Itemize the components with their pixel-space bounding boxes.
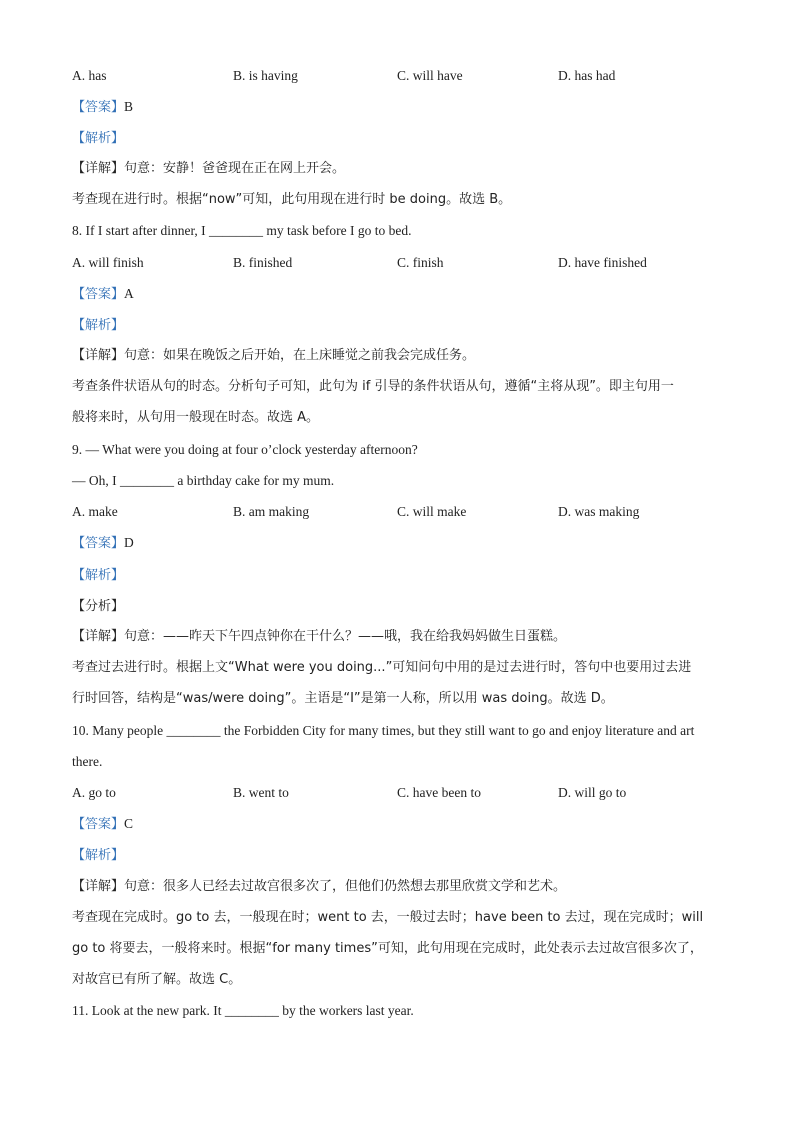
answer-value: A xyxy=(124,286,134,301)
q9-option-c: C. will make xyxy=(397,504,467,519)
q8-explain-line-1: 考查条件状语从句的时态。分析句子可知，此句为 if 引导的条件状语从句，遵循“主将从现”。即主句用一 xyxy=(72,379,674,394)
q10-detail xyxy=(72,878,732,896)
q9-explain-line-1: 考查过去进行时。根据上文“What were you doing...”可知问句中用的是过去进行时，答句中也要用过去进 xyxy=(72,660,692,675)
q8-question: 8. If I start after dinner, I ________ my task before I go to bed. xyxy=(72,223,412,238)
q7-analysis xyxy=(72,129,732,148)
q7-option-a: A. has xyxy=(72,68,107,83)
q8-answer xyxy=(72,285,732,304)
q10-answer xyxy=(72,815,732,834)
q10-option-a: A. go to xyxy=(72,785,116,800)
q9-fenxi xyxy=(72,597,732,616)
q7-option-b: B. is having xyxy=(233,68,298,83)
q8-option-c: C. finish xyxy=(397,255,444,270)
q7-option-c: C. will have xyxy=(397,68,463,83)
detail-text: 句意：很多人已经去过故宫很多次了，但他们仍然想去那里欣赏文学和艺术。 xyxy=(124,879,567,894)
answer-value: D xyxy=(124,535,134,550)
q10-option-d: D. will go to xyxy=(558,785,627,800)
q10-question-line-1: 10. Many people ________ the Forbidden City for many times, but they still want to go and enjoy literature and art xyxy=(72,723,695,738)
q10-explain-line-1: 考查现在完成时。go to 去，一般现在时；went to 去，一般过去时；have been to 去过，现在完成时；will xyxy=(72,910,704,925)
q9-detail xyxy=(72,628,732,646)
analysis-tag: 【解析】 xyxy=(72,848,125,863)
q10-question-line-2: there. xyxy=(72,754,103,769)
answer-tag: 【答案】 xyxy=(72,100,125,115)
q10-explain-line-3: 对故宫已有所了解。故选 C。 xyxy=(72,972,242,987)
analysis-tag: 【解析】 xyxy=(72,318,125,333)
fenxi-tag: 【分析】 xyxy=(72,599,125,614)
q9-options xyxy=(72,503,732,521)
answer-tag: 【答案】 xyxy=(72,287,125,302)
q9-answer xyxy=(72,534,732,553)
q9-option-a: A. make xyxy=(72,504,118,519)
detail-text: 句意：安静！爸爸现在正在网上开会。 xyxy=(124,161,346,176)
q7-detail xyxy=(72,160,732,178)
q10-analysis xyxy=(72,846,732,865)
q7-explain: 考查现在进行时。根据“now”可知，此句用现在进行时 be doing。故选 B。 xyxy=(72,192,512,207)
q10-options xyxy=(72,784,732,802)
q8-detail xyxy=(72,347,732,365)
q9-explain-line-2: 行时回答，结构是“was/were doing”。主语是“I”是第一人称，所以用 was doing。故选 D。 xyxy=(72,691,614,706)
detail-tag: 【详解】 xyxy=(72,348,125,363)
q8-option-d: D. have finished xyxy=(558,255,647,270)
answer-value: B xyxy=(124,99,134,114)
q9-analysis xyxy=(72,566,732,585)
q10-option-c: C. have been to xyxy=(397,785,481,800)
q9-question-line-2: — Oh, I ________ a birthday cake for my mum. xyxy=(72,473,335,488)
answer-tag: 【答案】 xyxy=(72,536,125,551)
q8-analysis xyxy=(72,316,732,335)
q7-options xyxy=(72,67,732,85)
q9-question-line-1: 9. — What were you doing at four o’clock yesterday afternoon? xyxy=(72,442,418,457)
q7-answer xyxy=(72,98,732,117)
analysis-tag: 【解析】 xyxy=(72,131,125,146)
detail-text: 句意：——昨天下午四点钟你在干什么？——哦，我在给我妈妈做生日蛋糕。 xyxy=(124,629,567,644)
q9-option-b: B. am making xyxy=(233,504,310,519)
detail-text: 句意：如果在晚饭之后开始，在上床睡觉之前我会完成任务。 xyxy=(124,348,476,363)
detail-tag: 【详解】 xyxy=(72,879,125,894)
q9-option-d: D. was making xyxy=(558,504,640,519)
q8-option-a: A. will finish xyxy=(72,255,144,270)
q11-question: 11. Look at the new park. It ________ by the workers last year. xyxy=(72,1003,414,1018)
q8-option-b: B. finished xyxy=(233,255,293,270)
q8-explain-line-2: 般将来时，从句用一般现在时态。故选 A。 xyxy=(72,410,320,425)
answer-tag: 【答案】 xyxy=(72,817,125,832)
q10-explain-line-2: go to 将要去，一般将来时。根据“for many times”可知，此句用现在完成时，此处表示去过故宫很多次了， xyxy=(72,941,703,956)
q7-option-d: D. has had xyxy=(558,68,616,83)
detail-tag: 【详解】 xyxy=(72,161,125,176)
q10-option-b: B. went to xyxy=(233,785,289,800)
answer-value: C xyxy=(124,816,134,831)
detail-tag: 【详解】 xyxy=(72,629,125,644)
analysis-tag: 【解析】 xyxy=(72,568,125,583)
q8-options xyxy=(72,254,732,272)
